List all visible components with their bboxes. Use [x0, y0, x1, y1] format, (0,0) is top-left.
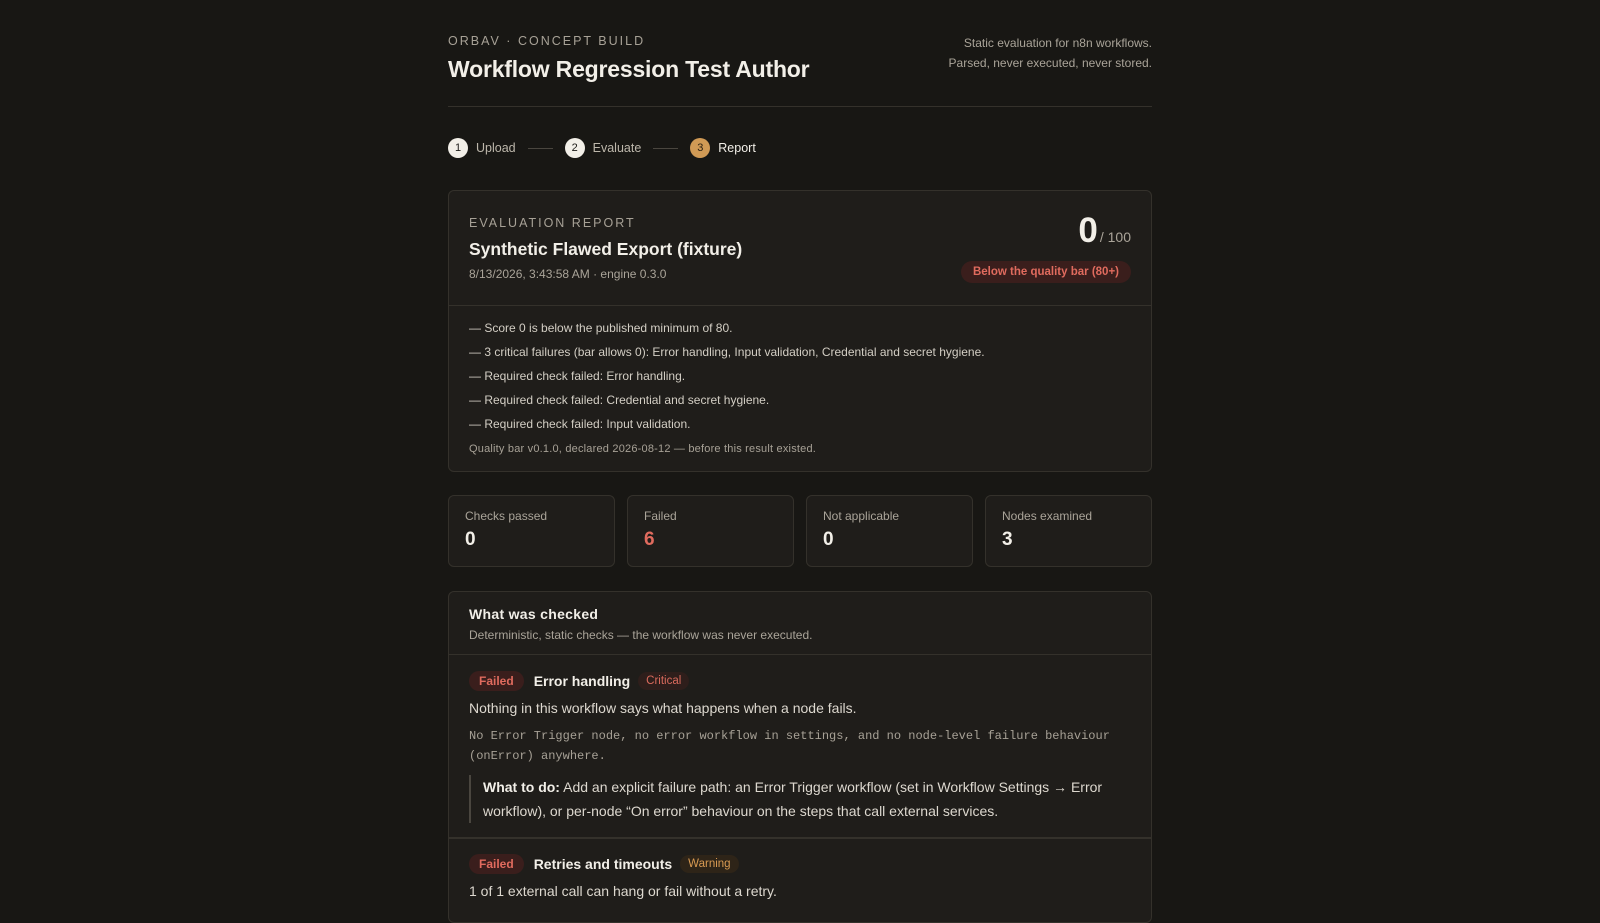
- severity-badge: Warning: [680, 855, 738, 873]
- severity-badge: Critical: [638, 672, 689, 690]
- step-number: 3: [690, 138, 710, 158]
- stat-checks-passed: [448, 495, 615, 567]
- reason-item: — Score 0 is below the published minimum of 80.: [469, 321, 733, 335]
- report-header: [449, 191, 1151, 306]
- check-summary: 1 of 1 external call can hang or fail without a retry.: [469, 883, 777, 899]
- report-title: Synthetic Flawed Export (fixture): [469, 239, 743, 259]
- stat-label: Not applicable: [823, 509, 900, 523]
- stat-not-applicable: [806, 495, 973, 567]
- stat-label: Checks passed: [465, 509, 548, 523]
- step-label: Report: [718, 141, 756, 155]
- stat-value: 6: [644, 529, 655, 550]
- header-tagline: [949, 33, 1152, 73]
- check-detail: No Error Trigger node, no error workflow in settings, and no node-level failure behaviour (onError) anywhere.: [469, 729, 1110, 763]
- checks-subtitle: Deterministic, static checks — the workflow was never executed.: [469, 628, 813, 642]
- stat-label: Nodes examined: [1002, 509, 1093, 523]
- score-display: [1078, 211, 1131, 251]
- checks-card: [448, 591, 1152, 923]
- step-label: Upload: [476, 141, 516, 155]
- stat-label: Failed: [644, 509, 677, 523]
- stat-value: 0: [823, 529, 834, 550]
- tagline-line-2: Parsed, never executed, never stored.: [948, 56, 1152, 70]
- quality-bar-badge: Below the quality bar (80+): [961, 261, 1131, 283]
- check-heading: [469, 671, 689, 691]
- reason-item: — 3 critical failures (bar allows 0): Error handling, Input validation, Credential and secret hygiene.: [469, 345, 985, 359]
- reason-item: — Required check failed: Input validation.: [469, 417, 691, 431]
- reason-item: — Required check failed: Credential and secret hygiene.: [469, 393, 770, 407]
- step-number: 2: [565, 138, 585, 158]
- step-label: Evaluate: [592, 141, 642, 155]
- step-upload[interactable]: [448, 138, 516, 158]
- checks-title: What was checked: [469, 606, 599, 622]
- advice-text: Add an explicit failure path: an Error Trigger workflow (set in Workflow Settings → Error workflow), or per-node “On error” behaviour on the steps that call external services.: [483, 779, 1103, 819]
- step-connector: [528, 148, 553, 149]
- check-summary: Nothing in this workflow says what happens when a node fails.: [469, 700, 857, 716]
- step-connector: [653, 148, 678, 149]
- check-heading: [469, 854, 739, 874]
- app-header: [448, 0, 1152, 107]
- report-meta: 8/13/2026, 3:43:58 AM · engine 0.3.0: [469, 267, 667, 281]
- stat-value: 3: [1002, 529, 1013, 550]
- stat-failed: [627, 495, 794, 567]
- score-value: 0: [1078, 211, 1098, 250]
- brand-eyebrow: ORBAV · CONCEPT BUILD: [448, 34, 646, 48]
- step-number: 1: [448, 138, 468, 158]
- reason-item: — Required check failed: Error handling.: [469, 369, 686, 383]
- tagline-line-1: Static evaluation for n8n workflows.: [963, 36, 1152, 50]
- checks-header: [449, 592, 1151, 655]
- step-report[interactable]: [690, 138, 756, 158]
- advice-label: What to do:: [483, 779, 560, 795]
- step-evaluate[interactable]: [565, 138, 642, 158]
- stat-nodes-examined: [985, 495, 1152, 567]
- page-container: [448, 0, 1152, 899]
- evaluation-report-card: [448, 190, 1152, 472]
- report-eyebrow: EVALUATION REPORT: [469, 216, 636, 230]
- check-item-retries-timeouts[interactable]: [449, 838, 1151, 899]
- failure-reasons: [469, 319, 985, 439]
- status-badge: Failed: [469, 671, 524, 691]
- quality-bar-note: Quality bar v0.1.0, declared 2026-08-12 — before this result existed.: [469, 443, 817, 455]
- score-max: / 100: [1099, 229, 1131, 245]
- stats-row: [448, 495, 1152, 567]
- status-badge: Failed: [469, 854, 524, 874]
- stepper: [448, 138, 756, 158]
- check-name: Retries and timeouts: [533, 856, 673, 872]
- check-name: Error handling: [533, 673, 631, 689]
- check-advice: [469, 775, 1123, 823]
- stat-value: 0: [465, 529, 476, 550]
- check-item-error-handling[interactable]: [449, 655, 1151, 838]
- page-title: Workflow Regression Test Author: [448, 56, 810, 82]
